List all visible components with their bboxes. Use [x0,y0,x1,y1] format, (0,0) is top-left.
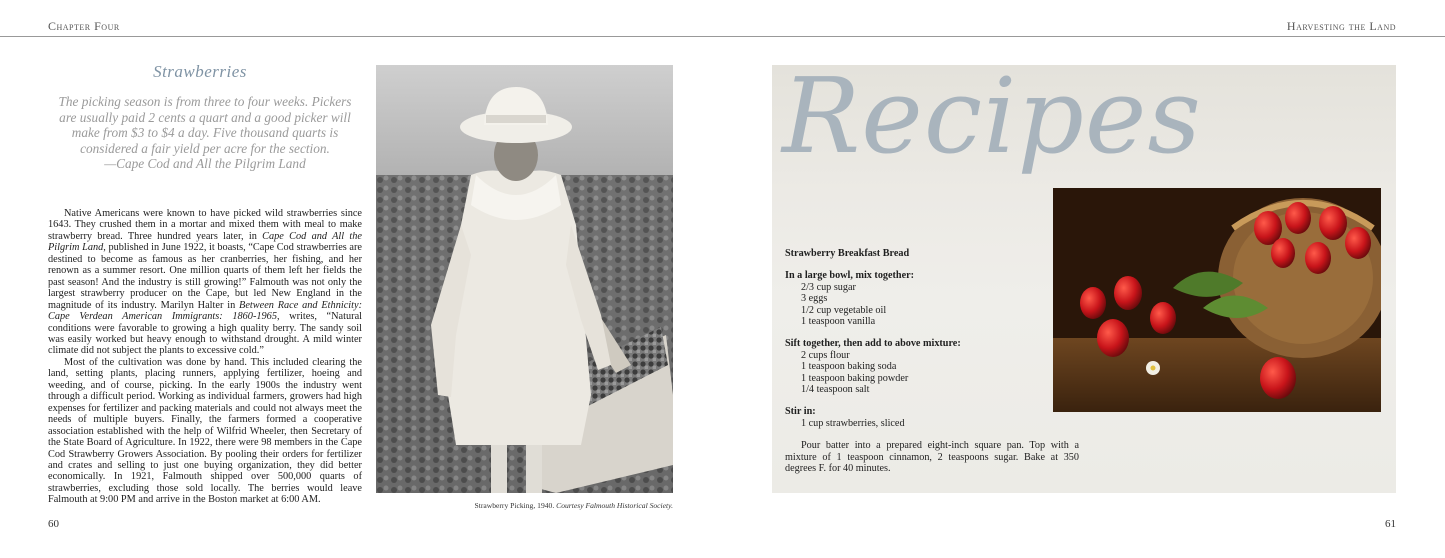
book-title: Cape Cod and All the Pilgrim Land [48,230,362,254]
body-text-run: Native Americans were known to have picked wild strawberries since 1643. They crushed them in a mortar and mixed them with meal to make strawberry bread. Three hundred years later, in [48,208,362,242]
ingredient: 1 teaspoon baking soda [801,361,897,373]
running-head-right: Harvesting the Land [1286,19,1396,33]
ingredient: 1 teaspoon vanilla [801,316,876,328]
recipe-step-heading: In a large bowl, mix together: [785,270,915,282]
body-text-run: , published in June 1922, it boasts, “Cape Cod strawberries are destined to become as famous as her cranberries, her fishing, and her renown as a summer resort. One million quarts of them left her fields the past season! And the industry is still growing!” Falmouth was not only the largest strawberry producer on the Cape, but led New England in the magnitude of its industry. Marilyn Halter in [48,242,362,311]
body-paragraph [48,357,362,506]
epigraph-attribution: —Cape Cod and All the Pilgrim Land [104,156,306,171]
recipe-step-heading: Sift together, then add to above mixture: [785,338,961,350]
epigraph [56,94,354,172]
recipes-heading: Recipes [782,55,1202,177]
running-head-left: Chapter Four [48,19,120,33]
photo-illustration [376,65,673,493]
recipe [785,248,1079,475]
caption-credit: Courtesy Falmouth Historical Society. [556,501,673,510]
ingredient: 2 cups flour [801,349,850,361]
ingredient: 1/2 cup vegetable oil [801,304,887,316]
recipe-title: Strawberry Breakfast Bread [785,248,910,259]
photo-caption [376,501,673,510]
header-rule [0,36,1445,37]
section-title: Strawberries [153,62,247,81]
body-text-run: Most of the cultivation was done by hand. This included clearing the land, setting plants, placing runners, applying fertilizer, hoeing and weeding, and of course, picking. In the early 1900s the industry went through a difficult period. Working as individual farmers, growers had high expenses for fertilizer and packing materials and could not always meet the needs of multiple buyers. Finally, the farmers formed a cooperative association established with the help of Wilfrid Wheeler, then Secretary of the State Board of Agriculture. In 1922, there were 98 members in the Cape Cod Strawberry Growers Association. By pooling their orders for fertilizer and crates and selling to just one buying organization, they did better economically. In 1921, Falmouth shipped over 500,000 quarts of strawberries, excluding those sold locally. The berries would leave Falmouth at 9:00 PM and arrive in the Boston market at 6:00 AM. [48,356,362,506]
berry-illustration [1053,188,1381,412]
caption-text: Strawberry Picking, 1940. [474,501,557,510]
page-number-left: 60 [48,518,59,530]
ingredient: 1/4 teaspoon salt [801,384,870,396]
ingredient: 1 teaspoon baking powder [801,372,909,384]
body-text-run: , writes, “Natural conditions were favorable to growing a high quality berry. The sandy soil was easily worked but heavy enough to withstand drought. A mild winter climate did not subject the plants to excessive cold.” [48,311,362,357]
strawberry-basket-photo [1053,188,1381,412]
body-text [48,208,362,506]
recipe-method: Pour batter into a prepared eight-inch square pan. Top with a mixture of 1 teaspoon cinnamon, 2 teaspoons sugar. Bake at 350 degrees F. for 40 minutes. [785,440,1079,475]
body-paragraph [48,208,362,357]
ingredient: 1 cup strawberries, sliced [801,417,905,429]
epigraph-quote: The picking season is from three to four weeks. Pickers are usually paid 2 cents a quart and a good picker will make from $3 to $4 a day. Five thousand quarts is considered a fair yield per acre for the section. [58,94,352,156]
ingredient: 2/3 cup sugar [801,281,856,293]
recipe-step-heading: Stir in: [785,406,816,418]
strawberry-picking-photo [376,65,673,493]
page-number-right: 61 [1385,518,1396,530]
book-title: Between Race and Ethnicity: Cape Verdean American Immigrants: 1860-1965 [48,299,362,323]
ingredient: 3 eggs [801,293,828,305]
